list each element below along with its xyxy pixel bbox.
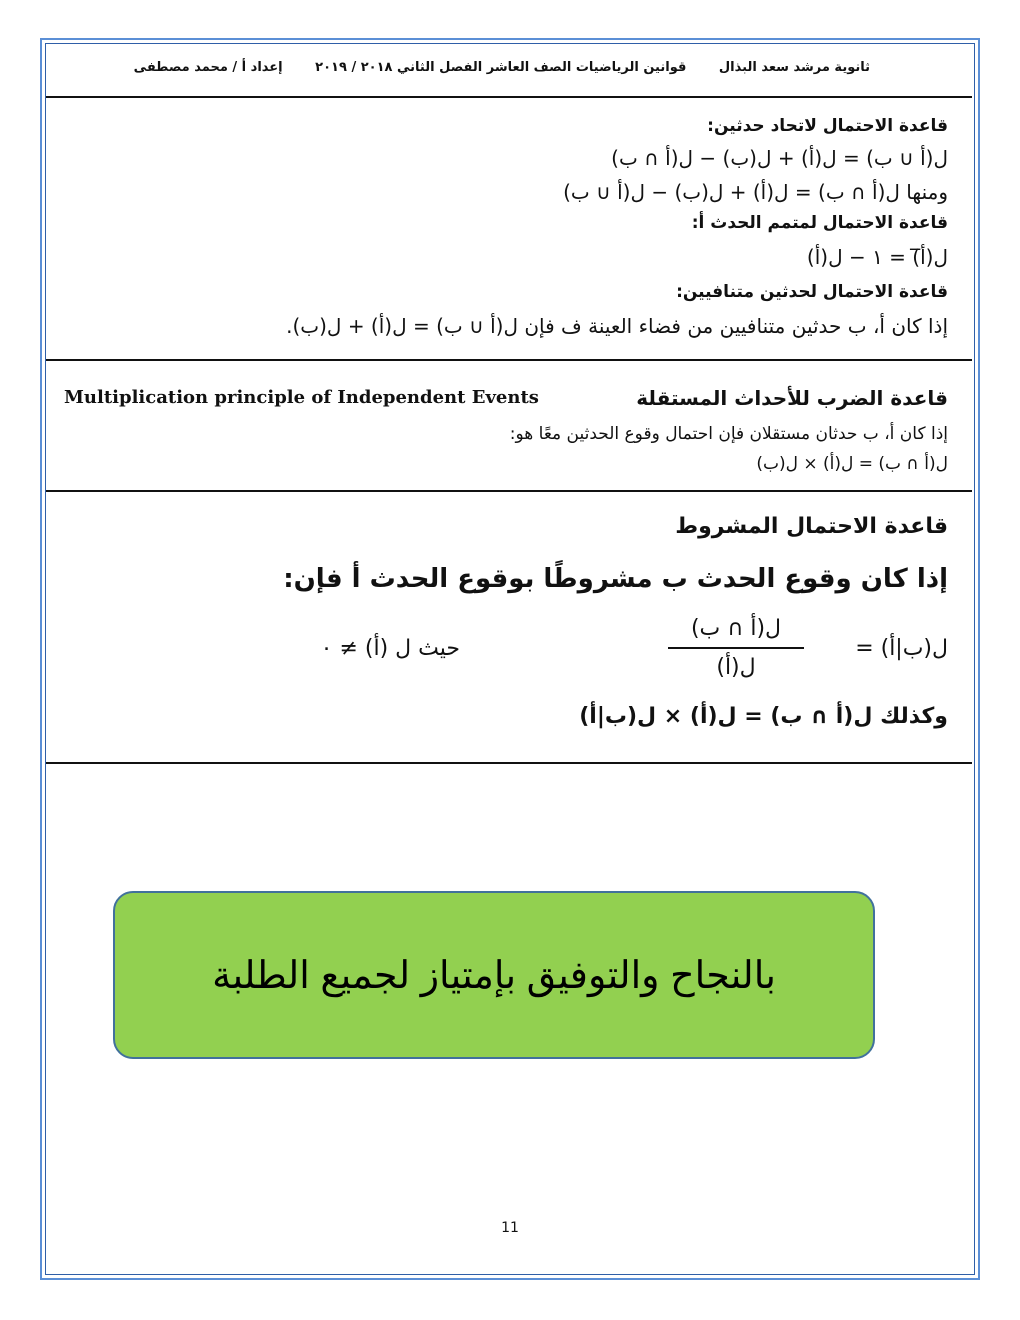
conditional-statement: إذا كان وقوع الحدث ب مشروطًا بوقوع الحدث أ فإن: xyxy=(283,564,948,594)
exclusive-rule-title: قاعدة الاحتمال لحدثين متنافيين: xyxy=(676,282,948,302)
independent-rule-title: قاعدة الضرب للأحداث المستقلة xyxy=(636,386,948,410)
independent-formula: ل(أ ∩ ب) = ل(أ) × ل(ب) xyxy=(756,454,948,474)
union-formula: ل(أ ∪ ب) = ل(أ) + ل(ب) − ل(أ ∩ ب) xyxy=(611,146,948,170)
page-header xyxy=(106,60,870,75)
conditional-also-formula: وكذلك ل(أ ∩ ب) = ل(أ) × ل(ب|أ) xyxy=(579,704,948,729)
conditional-condition: حيث ل (أ) ≠ ٠ xyxy=(320,636,460,661)
independent-rule-text: إذا كان أ، ب حدثان مستقلان فإن احتمال وقوع الحدثين معًا هو: xyxy=(509,424,948,444)
fraction-numerator: ل(أ ∩ ب) xyxy=(690,616,782,641)
fraction-denominator: ل(أ) xyxy=(716,655,756,680)
complement-formula: ل(أ̅) = ١ − ل(أ) xyxy=(806,245,948,269)
conditional-rule-title: قاعدة الاحتمال المشروط xyxy=(675,514,948,539)
conditional-lhs: ل(ب|أ) = xyxy=(855,636,948,661)
union-rule-title: قاعدة الاحتمال لاتحاد حدثين: xyxy=(707,116,948,136)
complement-rule-title: قاعدة الاحتمال لمتمم الحدث أ: xyxy=(691,213,948,233)
header-title: قوانين الرياضيات الصف العاشر الفصل الثاني ٢٠١٨ / ٢٠١٩ xyxy=(315,60,687,75)
page-number: 11 xyxy=(501,1220,519,1236)
fraction-bar xyxy=(668,647,804,649)
success-banner xyxy=(113,891,875,1059)
header-divider xyxy=(46,96,972,98)
success-banner-text: بالنجاح والتوفيق بإمتياز لجميع الطلبة xyxy=(212,954,776,997)
exclusive-formula: إذا كان أ، ب حدثين متنافيين من فضاء العينة ف فإن ل(أ ∪ ب) = ل(أ) + ل(ب). xyxy=(286,314,948,338)
section-divider-2 xyxy=(46,490,972,492)
section-divider-3 xyxy=(46,762,972,764)
independent-rule-title-en: Multiplication principle of Independent Events xyxy=(64,387,539,408)
header-author: إعداد أ / محمد مصطفى xyxy=(133,60,283,75)
conditional-fraction xyxy=(668,616,804,680)
intersection-formula: ومنها ل(أ ∩ ب) = ل(أ) + ل(ب) − ل(أ ∪ ب) xyxy=(563,180,948,204)
header-school: ثانوية مرشد سعد البذال xyxy=(718,60,870,75)
section-divider-1 xyxy=(46,359,972,361)
